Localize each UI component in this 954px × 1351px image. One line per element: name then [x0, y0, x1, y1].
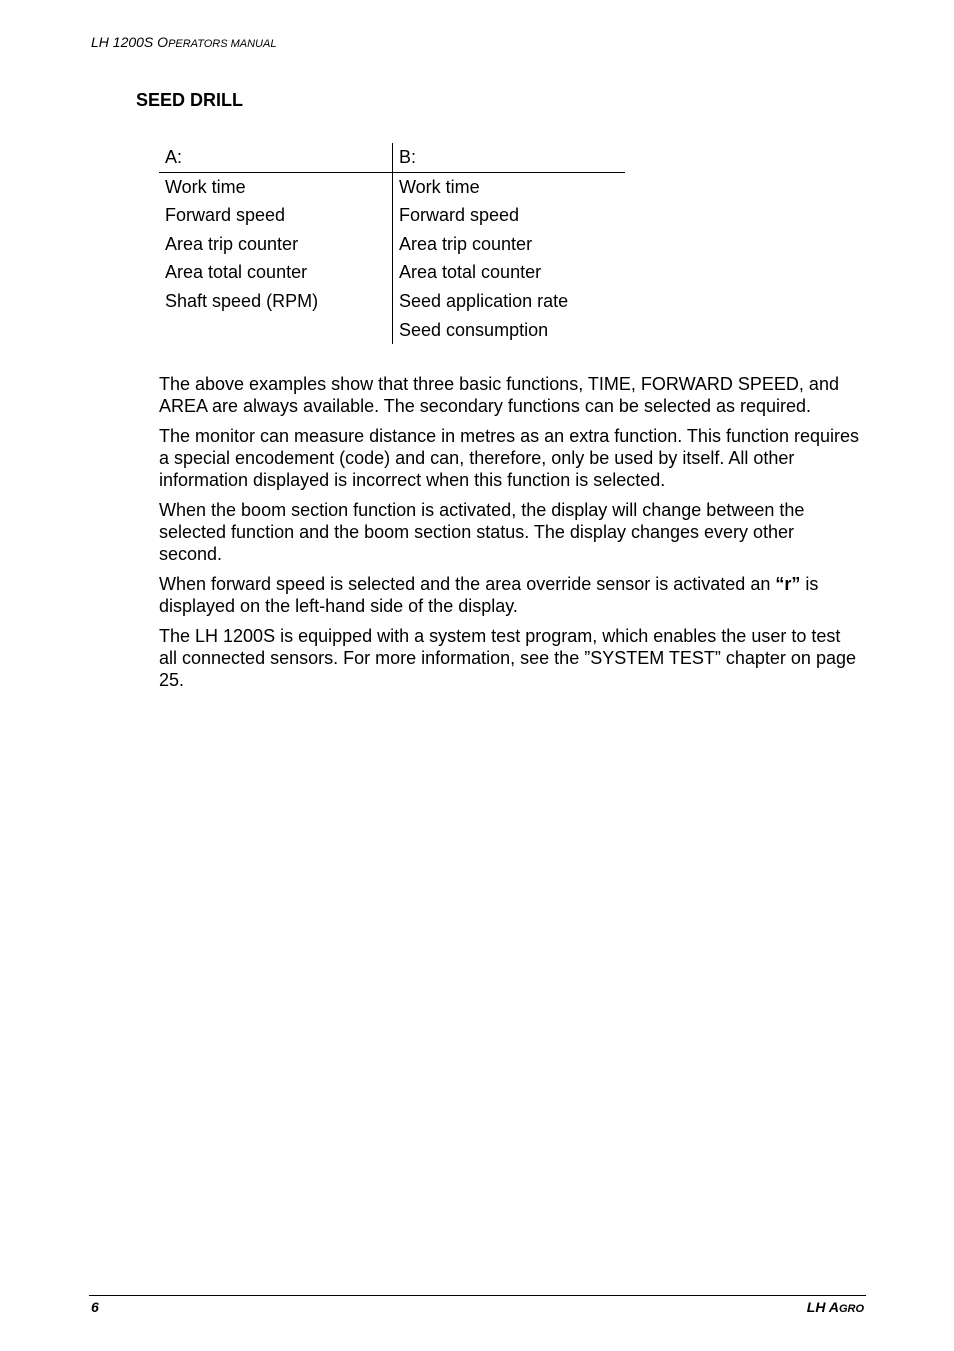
table-cell-b: Forward speed	[399, 205, 520, 226]
table-cell-b: Seed application rate	[399, 290, 569, 311]
paragraph-distance-function: The monitor can measure distance in metres as an extra function. This function requires a special encodement (code) and can, therefore, only be used by itself. All other information displayed is incorrect when this function is selected.	[159, 426, 860, 490]
table-row	[159, 230, 625, 259]
table-row	[159, 316, 625, 345]
table-row	[159, 172, 625, 201]
table-row	[159, 258, 625, 287]
paragraph-area-override	[159, 573, 859, 617]
footer-brand-main: LH A	[806, 1299, 839, 1315]
table-cell-b: Seed consumption	[399, 319, 549, 340]
table-header-row	[159, 143, 625, 172]
table-row	[159, 287, 625, 316]
paragraph-area-override-text-start: When forward speed is selected and the area override sensor is activated an	[159, 574, 776, 594]
running-header	[91, 34, 276, 50]
table-cell-a: Shaft speed (RPM)	[159, 287, 393, 316]
footer-brand-smallcaps: GRO	[838, 1303, 864, 1315]
paragraph-basic-functions: The above examples show that three basic functions, TIME, FORWARD SPEED, and AREA are always available. The secondary functions can be selected as required.	[159, 374, 839, 416]
table-row	[159, 201, 625, 230]
running-header-main: LH 1200S O	[91, 34, 169, 50]
column-a-header: A:	[159, 143, 393, 172]
table-cell-a: Work time	[159, 172, 393, 201]
paragraph-area-override-text-end: is displayed on the left-hand side of the display.	[159, 574, 819, 616]
table-cell-a: Forward speed	[159, 201, 393, 230]
r-indicator: “r”	[775, 574, 801, 594]
footer-brand	[807, 1299, 864, 1315]
section-heading: SEED DRILL	[136, 90, 244, 110]
table-cell-b: Work time	[399, 176, 480, 197]
column-b-header: B:	[393, 143, 626, 172]
running-header-smallcaps: PERATORS MANUAL	[168, 38, 277, 50]
table-cell-a: Area total counter	[159, 258, 393, 287]
table-cell-b: Area total counter	[399, 262, 542, 283]
table-cell-a	[159, 316, 393, 345]
footer-divider	[89, 1295, 866, 1296]
table-cell-b: Area trip counter	[399, 233, 533, 254]
paragraph-boom-section: When the boom section function is activated, the display will change between the selected function and the boom section status. The display changes every other second.	[159, 500, 805, 564]
paragraph-system-test: The LH 1200S is equipped with a system test program, which enables the user to test all connected sensors. For more information, see the ”SYSTEM TEST” chapter on page 25.	[159, 626, 856, 690]
page-number: 6	[91, 1299, 99, 1315]
body-text	[159, 373, 859, 699]
table-cell-a: Area trip counter	[159, 230, 393, 259]
function-table	[159, 143, 625, 344]
